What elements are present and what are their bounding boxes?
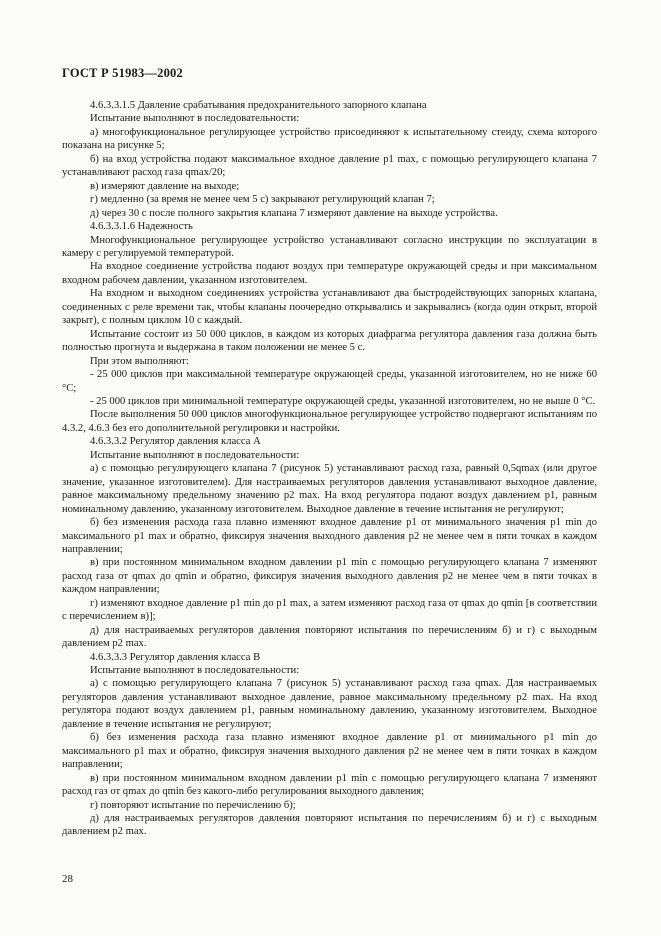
list-item: в) при постоянном минимальном входном давлении p1 min с помощью регулирующего клапана 7 изменяют расход газа от qmax до qmin и обратно, фиксируя значения выходного давления p2 не менее чем в пяти точках в каждом направлении; <box>62 557 597 596</box>
list-item: д) через 30 с после полного закрытия клапана 7 измеряют давление на выходе устройства. <box>90 207 498 219</box>
paragraph: После выполнения 50 000 циклов многофункциональное регулирующее устройство подвергают испытаниям по 4.3.2, 4.6.3 без его дополнительной регулировки и настройки. <box>62 409 597 434</box>
paragraph: При этом выполняют: <box>90 355 189 367</box>
paragraph: На входном и выходном соединениях устройства устанавливают два быстродействующих запорных клапана, соединенных с реле времени так, чтобы клапаны поочередно открывались и закрывались (когда один открыт, второй закрыт), с полным циклом 10 с каждый. <box>62 288 597 327</box>
list-item: - 25 000 циклов при максимальной температуре окружающей среды, указанной изготовителем, но не ниже 60 °С; <box>62 369 597 394</box>
list-item: г) изменяют входное давление p1 min до p1 max, а затем изменяют расход газа от qmax до qmin [в соответствии с перечислением в)]; <box>62 597 597 623</box>
list-item: б) на вход устройства подают максимальное входное давление p1 max, с помощью регулирующего клапана 7 устанавливают расход газа qmax/20; <box>62 153 597 179</box>
list-item: г) медленно (за время не менее чем 5 с) закрывают регулирующий клапан 7; <box>90 194 435 206</box>
document-body <box>62 99 597 839</box>
paragraph: Испытание выполняют в последовательности: <box>90 113 300 125</box>
paragraph: Испытание выполняют в последовательности: <box>90 449 300 461</box>
paragraph: На входное соединение устройства подают воздух при температуре окружающей среды и при максимальном входном рабочем давлении, указанном изготовителем. <box>62 261 597 286</box>
list-item: б) без изменения расхода газа плавно изменяют входное давление p1 от минимального значения p1 min до максимального p1 max и обратно, фиксируя значения выходного давления p2 не менее чем в пяти точках в каждом направлении; <box>62 517 597 555</box>
list-item: д) для настраиваемых регуляторов давления повторяют испытания по перечислениям б) и г) с выходным давлением p2 max. <box>62 624 597 650</box>
section-heading: 4.6.3.3.2 Регулятор давления класса А <box>90 436 261 448</box>
page-number: 28 <box>62 873 73 885</box>
list-item: а) с помощью регулирующего клапана 7 (рисунок 5) устанавливают расход газа qmax. Для настраиваемых регуляторов давления устанавливают выходное давление, равное максимальному предельному p2 max. На вход регулятора подают воздух давлением p1, равным номинальному давлению, указанному изготовителем. Выходное давление в течение испытания не регулируют; <box>62 678 597 730</box>
list-item: а) многофункциональное регулирующее устройство присоединяют к испытательному стенду, схема которого показана на рисунке 5; <box>62 126 597 152</box>
section-heading: 4.6.3.3.1.5 Давление срабатывания предохранительного запорного клапана <box>90 100 427 111</box>
section-heading: 4.6.3.3.1.6 Надежность <box>90 221 193 233</box>
list-item: - 25 000 циклов при минимальной температуре окружающей среды, указанной изготовителем, но не выше 0 °С. <box>90 395 596 407</box>
list-item: г) повторяют испытание по перечислению б); <box>90 799 296 811</box>
list-item: д) для настраиваемых регуляторов давления повторяют испытания по перечислениям б) и г) с выходным давлением p2 max. <box>62 813 597 838</box>
list-item: в) измеряют давление на выходе; <box>90 180 240 192</box>
list-item: а) с помощью регулирующего клапана 7 (рисунок 5) устанавливают расход газа, равный 0,5qmax (или другое значение, указанное изготовителем). Для настраиваемых регуляторов давления устанавливают выходное давление, равное максимальному предельному значению p2 max. На вход регулятора подают воздух давлением p1, равным номинальному давлению, указанному изготовителем. Выходное давление в течение испытания не регулируют; <box>62 463 597 515</box>
document-header: ГОСТ Р 51983—2002 <box>62 66 183 80</box>
paragraph: Испытание выполняют в последовательности: <box>90 665 300 677</box>
list-item: б) без изменения расхода газа плавно изменяют входное давление p1 от минимального p1 min до максимального p1 max и обратно, фиксируя значения выходного давления p2 не менее чем в пяти точках в каждом направлении; <box>62 732 597 771</box>
list-item: в) при постоянном минимальном входном давлении p1 min с помощью регулирующего клапана 7 изменяют расход газ от qmax до qmin без какого-либо регулирования выходного давления; <box>62 772 597 798</box>
section-heading: 4.6.3.3.3 Регулятор давления класса В <box>90 651 261 663</box>
paragraph: Многофункциональное регулирующее устройство устанавливают согласно инструкции по эксплуатации в камеру с регулируемой температурой. <box>62 234 597 259</box>
paragraph: Испытание состоит из 50 000 циклов, в каждом из которых диафрагма регулятора давления газа должна быть полностью прогнута и выдержана в таком положении не менее 5 с. <box>62 328 597 354</box>
